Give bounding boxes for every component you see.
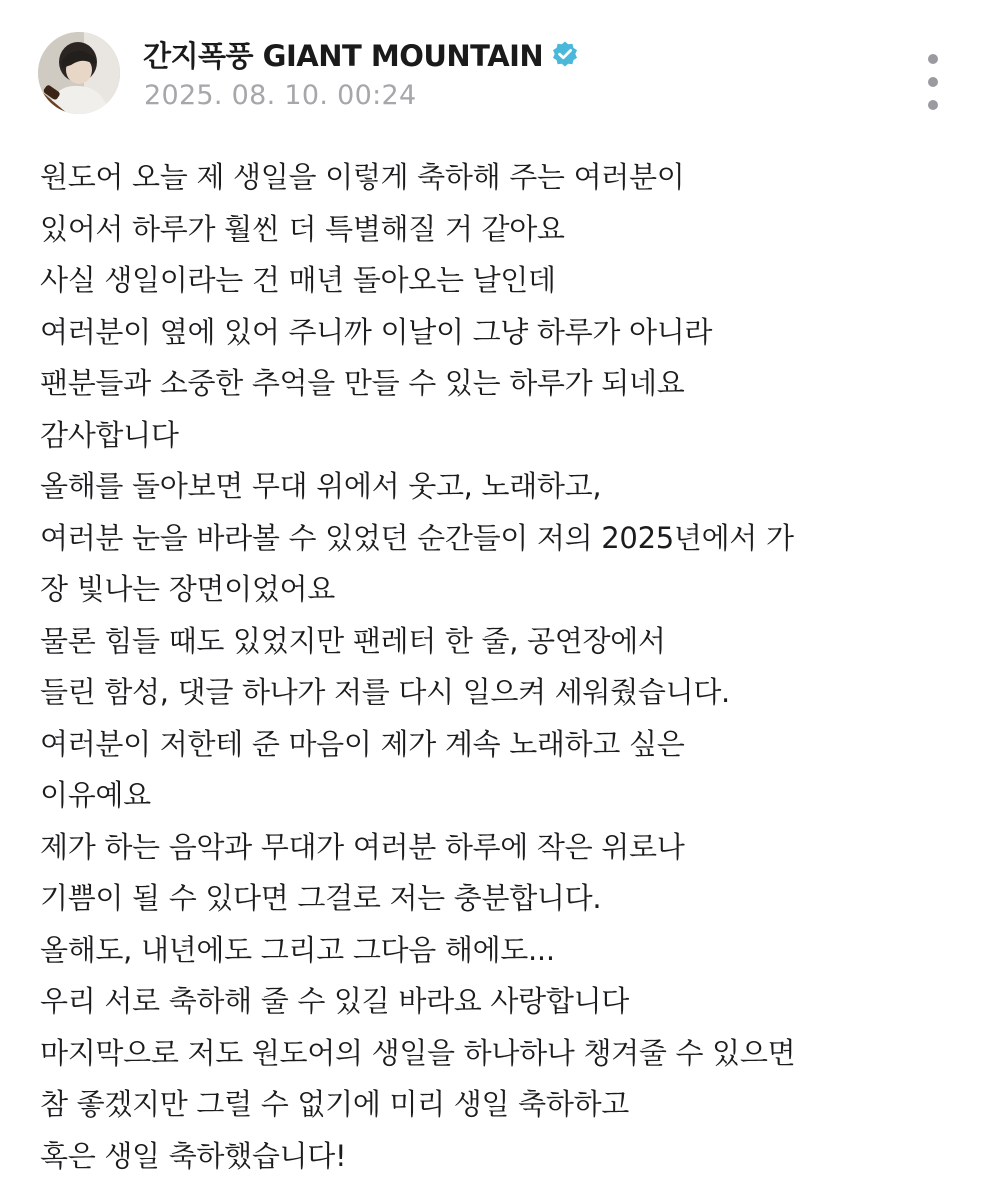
post-text-line: 들린 함성, 댓글 하나가 저를 다시 일으켜 세워줬습니다.: [40, 675, 730, 709]
author-avatar[interactable]: [38, 32, 120, 114]
post-text-line: 이유예요: [40, 778, 151, 812]
post-text-line: 우리 서로 축하해 줄 수 있길 바라요 사랑합니다: [40, 984, 629, 1018]
post-text-line: 물론 힘들 때도 있었지만 팬레터 한 줄, 공연장에서: [40, 623, 666, 658]
verified-badge-icon: [551, 40, 579, 68]
post-text-line: 여러분 눈을 바라볼 수 있었던 순간들이 저의 2025년에서 가: [40, 520, 794, 555]
post-text-line: 기쁨이 될 수 있다면 그걸로 저는 충분합니다.: [40, 881, 602, 915]
author-name-row: [143, 34, 579, 74]
profile-avatar-image: [38, 32, 120, 114]
post-text-line: 올해를 돌아보면 무대 위에서 웃고, 노래하고,: [40, 469, 602, 503]
author-name[interactable]: 간지폭풍 GIANT MOUNTAIN: [143, 38, 544, 73]
more-options-button[interactable]: [918, 54, 948, 110]
post-body: [40, 152, 960, 1182]
post-text-line: 장 빛나는 장면이었어요: [40, 572, 335, 606]
post-text-line: 올해도, 내년에도 그리고 그다음 해에도...: [40, 932, 555, 967]
post-timestamp: 2025. 08. 10. 00:24: [144, 80, 417, 111]
post-text-line: 원도어 오늘 제 생일을 이렇게 축하해 주는 여러분이: [40, 160, 685, 194]
post-header: [38, 32, 948, 118]
more-vertical-icon: [928, 54, 938, 64]
post-text-line: 여러분이 저한테 준 마음이 제가 계속 노래하고 싶은: [40, 726, 685, 761]
post-text-line: 참 좋겠지만 그럴 수 없기에 미리 생일 축하하고: [40, 1087, 629, 1121]
post-text-line: 사실 생일이라는 건 매년 돌아오는 날인데: [40, 263, 556, 297]
post-text-line: 제가 하는 음악과 무대가 여러분 하루에 작은 위로나: [40, 829, 685, 864]
more-vertical-icon-dot: [928, 100, 938, 110]
post-text-line: 팬분들과 소중한 추억을 만들 수 있는 하루가 되네요: [40, 366, 685, 400]
post-text-line: 마지막으로 저도 원도어의 생일을 하나하나 챙겨줄 수 있으면: [40, 1035, 796, 1070]
post-text-line: 있어서 하루가 훨씬 더 특별해질 거 같아요: [40, 211, 565, 246]
post-text-line: 여러분이 옆에 있어 주니까 이날이 그냥 하루가 아니라: [40, 314, 713, 349]
post-text-line: 혹은 생일 축하했습니다!: [40, 1138, 347, 1173]
post-text-line: 감사합니다: [40, 417, 179, 452]
more-vertical-icon-dot: [928, 77, 938, 87]
